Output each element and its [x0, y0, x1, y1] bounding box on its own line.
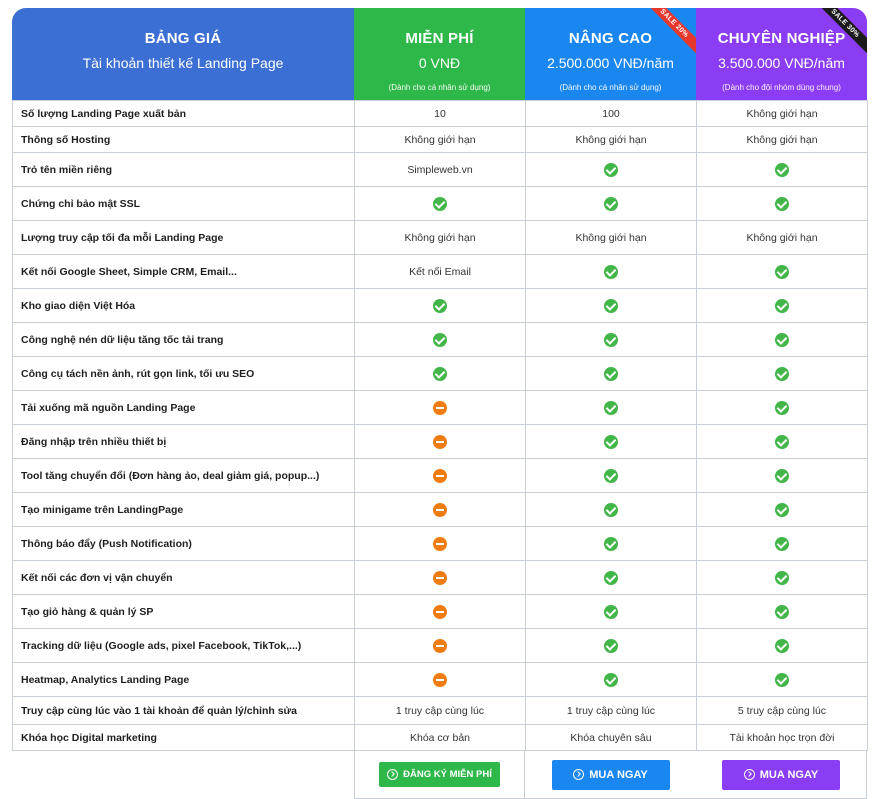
pricing-header	[12, 8, 867, 100]
table-row	[13, 493, 868, 527]
plan-cell	[526, 323, 697, 357]
plan-value: Không giới hạn	[526, 127, 697, 153]
table-row	[13, 357, 868, 391]
check-icon	[433, 367, 447, 381]
plan-cell	[526, 595, 697, 629]
table-row	[13, 595, 868, 629]
feature-label: Heatmap, Analytics Landing Page	[13, 663, 355, 697]
feature-label: Thông số Hosting	[13, 127, 355, 153]
buy-pro-label: MUA NGAY	[759, 768, 819, 781]
plan-cell	[526, 493, 697, 527]
plan-cell	[526, 527, 697, 561]
check-icon	[604, 571, 618, 585]
table-row	[13, 127, 868, 153]
register-free-button[interactable]	[379, 762, 500, 787]
minus-icon	[433, 435, 447, 449]
plan-note: (Dành cho đội nhóm dùng chung)	[722, 83, 841, 92]
check-icon	[604, 367, 618, 381]
plan-cell	[355, 289, 526, 323]
plan-cell	[355, 391, 526, 425]
table-row	[13, 323, 868, 357]
minus-icon	[433, 401, 447, 415]
plan-cell	[355, 561, 526, 595]
buy-pro-button[interactable]	[722, 760, 840, 790]
plan-value: Tài khoản học trọn đời	[697, 725, 868, 751]
plan-cell	[697, 595, 868, 629]
plan-value: 100	[526, 101, 697, 127]
minus-icon	[433, 469, 447, 483]
plan-value: Không giới hạn	[697, 101, 868, 127]
arrow-circle-icon	[387, 769, 398, 780]
table-row	[13, 697, 868, 725]
plan-value: 1 truy cập cùng lúc	[355, 697, 526, 725]
check-icon	[604, 299, 618, 313]
table-row	[13, 255, 868, 289]
plan-cell	[526, 425, 697, 459]
plan-value: 1 truy cập cùng lúc	[526, 697, 697, 725]
plan-cell	[355, 357, 526, 391]
plan-cell	[697, 153, 868, 187]
plan-cell	[355, 187, 526, 221]
plan-cell	[526, 391, 697, 425]
feature-label: Tải xuống mã nguồn Landing Page	[13, 391, 355, 425]
plan-cell	[355, 629, 526, 663]
check-icon	[775, 503, 789, 517]
feature-label: Kho giao diện Việt Hóa	[13, 289, 355, 323]
plan-cell	[697, 391, 868, 425]
check-icon	[775, 435, 789, 449]
plan-cell	[697, 255, 868, 289]
plan-cell	[355, 527, 526, 561]
check-icon	[604, 401, 618, 415]
buy-advanced-button[interactable]	[552, 760, 670, 790]
check-icon	[604, 639, 618, 653]
minus-icon	[433, 673, 447, 687]
plan-price: 0 VNĐ	[418, 55, 461, 71]
table-row	[13, 391, 868, 425]
sale-ribbon-label: SALE 20%	[642, 8, 696, 56]
plan-cell	[526, 289, 697, 323]
plan-cell	[355, 493, 526, 527]
pricing-table	[12, 8, 867, 799]
plan-cell	[355, 663, 526, 697]
minus-icon	[433, 537, 447, 551]
plan-pro-header	[696, 8, 867, 100]
table-row	[13, 725, 868, 751]
plan-cell	[697, 187, 868, 221]
minus-icon	[433, 571, 447, 585]
plan-cell	[526, 561, 697, 595]
plan-cell	[526, 357, 697, 391]
table-row	[13, 527, 868, 561]
plan-value: Không giới hạn	[697, 221, 868, 255]
plan-cell	[697, 527, 868, 561]
check-icon	[775, 401, 789, 415]
table-row	[13, 153, 868, 187]
check-icon	[775, 163, 789, 177]
check-icon	[433, 333, 447, 347]
plan-value: Khóa chuyên sâu	[526, 725, 697, 751]
minus-icon	[433, 503, 447, 517]
check-icon	[775, 673, 789, 687]
check-icon	[433, 299, 447, 313]
button-row-spacer	[12, 751, 354, 799]
check-icon	[604, 163, 618, 177]
minus-icon	[433, 639, 447, 653]
plan-cell	[697, 663, 868, 697]
feature-label: Tracking dữ liệu (Google ads, pixel Facebook, TikTok,...)	[13, 629, 355, 663]
sale-ribbon	[807, 8, 867, 68]
plan-value: Không giới hạn	[697, 127, 868, 153]
plan-cell	[526, 629, 697, 663]
plan-value: Simpleweb.vn	[355, 153, 526, 187]
check-icon	[775, 639, 789, 653]
plan-value: Không giới hạn	[355, 221, 526, 255]
plan-value: Khóa cơ bản	[355, 725, 526, 751]
feature-label: Truy cập cùng lúc vào 1 tài khoản để quản lý/chỉnh sửa	[13, 697, 355, 725]
table-row	[13, 101, 868, 127]
feature-table	[12, 100, 868, 751]
plan-value: Kết nối Email	[355, 255, 526, 289]
plan-cell	[526, 187, 697, 221]
plan-cell	[355, 323, 526, 357]
page-subtitle: Tài khoản thiết kế Landing Page	[82, 55, 284, 71]
check-icon	[775, 537, 789, 551]
feature-label: Công nghệ nén dữ liệu tăng tốc tải trang	[13, 323, 355, 357]
feature-label: Chứng chỉ bảo mật SSL	[13, 187, 355, 221]
feature-label: Tạo minigame trên LandingPage	[13, 493, 355, 527]
check-icon	[775, 605, 789, 619]
check-icon	[775, 299, 789, 313]
plan-cell	[526, 153, 697, 187]
plan-advanced-header	[525, 8, 696, 100]
table-row	[13, 629, 868, 663]
plan-value: 10	[355, 101, 526, 127]
plan-cell	[697, 323, 868, 357]
buy-advanced-label: MUA NGAY	[589, 768, 648, 781]
check-icon	[775, 469, 789, 483]
check-icon	[775, 333, 789, 347]
plan-note: (Dành cho cá nhân sử dụng)	[388, 83, 491, 92]
plan-price: 2.500.000 VNĐ/năm	[547, 55, 674, 71]
feature-label: Kết nối Google Sheet, Simple CRM, Email...	[13, 255, 355, 289]
check-icon	[604, 503, 618, 517]
table-row	[13, 187, 868, 221]
table-row	[13, 221, 868, 255]
check-icon	[775, 571, 789, 585]
check-icon	[604, 605, 618, 619]
feature-label: Kết nối các đơn vị vận chuyển	[13, 561, 355, 595]
feature-label: Tool tăng chuyển đổi (Đơn hàng ảo, deal giảm giá, popup...)	[13, 459, 355, 493]
page-title: BẢNG GIÁ	[144, 30, 222, 47]
check-icon	[775, 265, 789, 279]
plan-name: NÂNG CAO	[568, 30, 653, 47]
table-row	[13, 289, 868, 323]
sale-ribbon-label: SALE 30%	[813, 8, 867, 56]
plan-name: MIỄN PHÍ	[405, 30, 474, 47]
plan-cell	[355, 595, 526, 629]
sale-ribbon	[636, 8, 696, 68]
pro-button-cell	[696, 751, 867, 799]
arrow-circle-icon	[573, 769, 584, 780]
check-icon	[604, 673, 618, 687]
table-row	[13, 425, 868, 459]
table-row	[13, 663, 868, 697]
plan-cell	[697, 561, 868, 595]
feature-label: Lượng truy cập tối đa mỗi Landing Page	[13, 221, 355, 255]
arrow-circle-icon	[744, 769, 755, 780]
check-icon	[604, 537, 618, 551]
feature-label: Công cụ tách nền ảnh, rút gọn link, tối ưu SEO	[13, 357, 355, 391]
plan-price: 3.500.000 VNĐ/năm	[718, 55, 845, 71]
check-icon	[433, 197, 447, 211]
check-icon	[604, 197, 618, 211]
feature-label: Số lượng Landing Page xuất bản	[13, 101, 355, 127]
check-icon	[775, 367, 789, 381]
plan-cell	[697, 425, 868, 459]
feature-label: Trỏ tên miền riêng	[13, 153, 355, 187]
feature-label: Đăng nhập trên nhiều thiết bị	[13, 425, 355, 459]
plan-cell	[697, 289, 868, 323]
plan-value: 5 truy cập cùng lúc	[697, 697, 868, 725]
free-button-cell	[354, 751, 525, 799]
plan-cell	[526, 255, 697, 289]
feature-label: Thông báo đẩy (Push Notification)	[13, 527, 355, 561]
plan-note: (Dành cho cá nhân sử dụng)	[559, 83, 662, 92]
plan-cell	[526, 459, 697, 493]
register-free-label: ĐĂNG KÝ MIỄN PHÍ	[403, 769, 492, 780]
plan-cell	[697, 357, 868, 391]
plan-value: Không giới hạn	[526, 221, 697, 255]
check-icon	[604, 265, 618, 279]
plan-free-header	[354, 8, 525, 100]
feature-label: Tạo giỏ hàng & quản lý SP	[13, 595, 355, 629]
plan-cell	[697, 629, 868, 663]
button-row	[12, 751, 867, 799]
plan-cell	[697, 493, 868, 527]
feature-label: Khóa học Digital marketing	[13, 725, 355, 751]
check-icon	[775, 197, 789, 211]
plan-value: Không giới hạn	[355, 127, 526, 153]
check-icon	[604, 435, 618, 449]
check-icon	[604, 333, 618, 347]
minus-icon	[433, 605, 447, 619]
plan-cell	[697, 459, 868, 493]
plan-cell	[355, 459, 526, 493]
check-icon	[604, 469, 618, 483]
plan-cell	[355, 425, 526, 459]
plan-name: CHUYÊN NGHIỆP	[717, 30, 846, 47]
advanced-button-cell	[525, 751, 696, 799]
plan-cell	[526, 663, 697, 697]
table-row	[13, 459, 868, 493]
header-title-cell	[12, 8, 354, 100]
table-row	[13, 561, 868, 595]
